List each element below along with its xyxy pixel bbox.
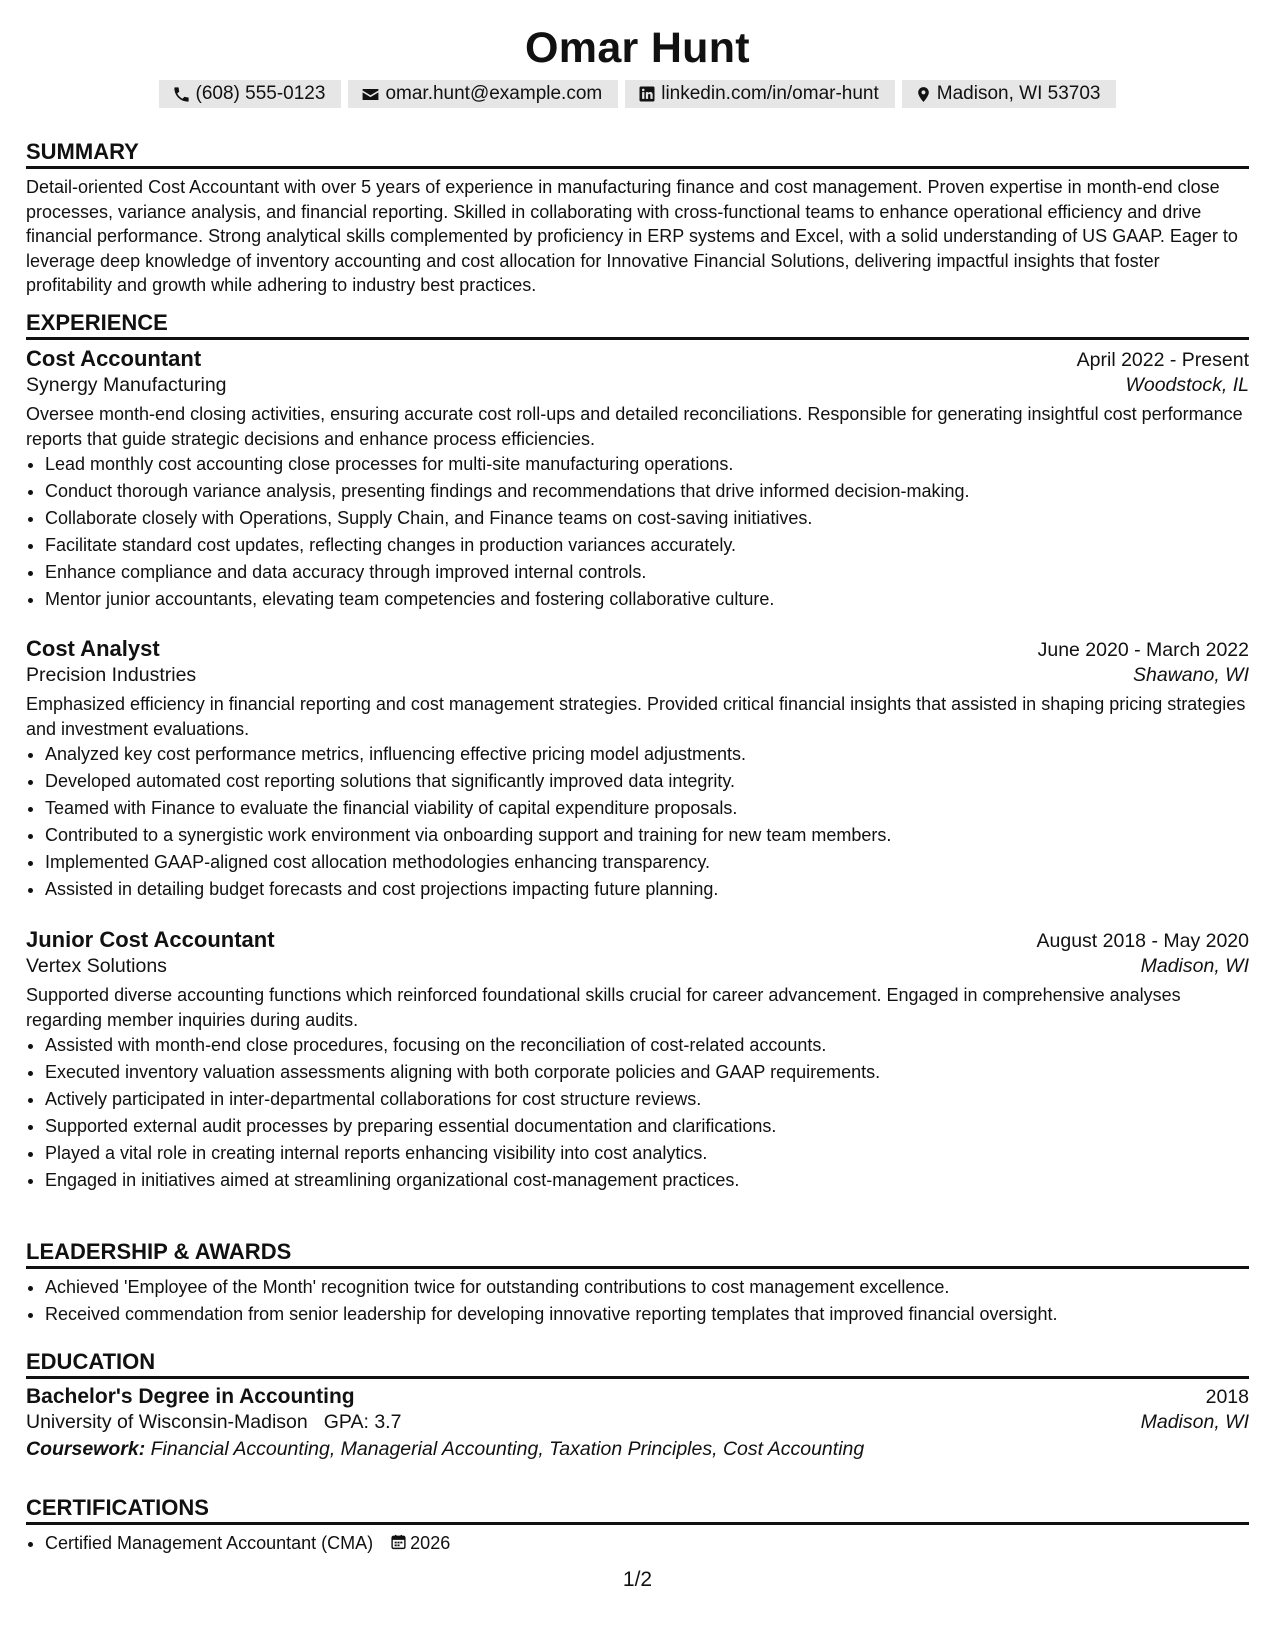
- job-location: Shawano, WI: [1133, 664, 1249, 686]
- certifications-heading: CERTIFICATIONS: [26, 1494, 1249, 1525]
- certifications-section: [26, 1494, 1249, 1557]
- job-title: Cost Accountant: [26, 346, 202, 371]
- leadership-bullets: [26, 1274, 1249, 1328]
- list-item: • Assisted with month-end close procedures, focusing on the reconciliation of cost-related accounts.: [45, 1032, 1249, 1059]
- list-item: • Contributed to a synergistic work environment via onboarding support and training for new team members.: [45, 822, 1249, 849]
- list-item: • Implemented GAAP-aligned cost allocation methodologies enhancing transparency.: [45, 849, 1249, 876]
- summary-text: Detail-oriented Cost Accountant with over 5 years of experience in manufacturing finance and cost management. Proven expertise in month-end close processes, variance analysis, and financial reporting. Skilled in collaborating with cross-functional teams to enhance operational efficiency and drive financial performance. Strong analytical skills complemented by proficiency in ERP systems and Excel, with a solid understanding of US GAAP. Eager to leverage deep knowledge of inventory accounting and cost allocation for Innovative Financial Solutions, delivering impactful insights that foster profitability and growth while adhering to industry best practices.: [26, 177, 1238, 295]
- leadership-section: [26, 1238, 1249, 1328]
- list-item: • Enhance compliance and data accuracy through improved internal controls.: [45, 559, 1249, 586]
- job-dates: June 2020 - March 2022: [1037, 639, 1249, 661]
- job-company: Synergy Manufacturing: [26, 374, 227, 396]
- contact-phone[interactable]: [159, 80, 342, 108]
- list-item: • Supported external audit processes by preparing essential documentation and clarifications.: [45, 1113, 1249, 1140]
- certification-year: 2026: [410, 1533, 451, 1553]
- contact-location: [902, 80, 1117, 108]
- list-item: [45, 1530, 1249, 1557]
- job-company: Vertex Solutions: [26, 955, 167, 977]
- job-dates: August 2018 - May 2020: [1036, 930, 1249, 952]
- job-bullets: [26, 1032, 1249, 1194]
- contact-linkedin[interactable]: [625, 80, 895, 108]
- certification-name: Certified Management Accountant (CMA): [45, 1533, 374, 1553]
- job-location: Madison, WI: [1140, 955, 1249, 977]
- job-title: Junior Cost Accountant: [26, 927, 275, 952]
- list-item: • Received commendation from senior leadership for developing innovative reporting templates that improved financial oversight.: [45, 1301, 1249, 1328]
- job-title: Cost Analyst: [26, 636, 160, 661]
- list-item: • Developed automated cost reporting solutions that significantly improved data integrity.: [45, 768, 1249, 795]
- school-location: Madison, WI: [1140, 1411, 1249, 1433]
- list-item: • Teamed with Finance to evaluate the financial viability of capital expenditure proposals.: [45, 795, 1249, 822]
- summary-section: [26, 138, 1249, 298]
- education-heading: EDUCATION: [26, 1348, 1249, 1379]
- job-location: Woodstock, IL: [1125, 374, 1249, 396]
- contact-linkedin-text: linkedin.com/in/omar-hunt: [661, 83, 879, 104]
- degree-title: Bachelor's Degree in Accounting: [26, 1385, 355, 1408]
- coursework-label: Coursework:: [26, 1438, 146, 1460]
- coursework-list: Financial Accounting, Managerial Accounting, Taxation Principles, Cost Accounting: [150, 1438, 865, 1460]
- summary-heading: SUMMARY: [26, 138, 1249, 169]
- calendar-icon: [390, 1533, 407, 1551]
- experience-section: [26, 309, 1249, 340]
- list-item: • Actively participated in inter-departmental collaborations for cost structure reviews.: [45, 1086, 1249, 1113]
- job-entry: [26, 346, 1249, 613]
- certifications-list: [26, 1530, 1249, 1557]
- contact-email-text: omar.hunt@example.com: [385, 83, 603, 104]
- job-entry: [26, 636, 1249, 903]
- list-item: • Assisted in detailing budget forecasts and cost projections impacting future planning.: [45, 876, 1249, 903]
- contact-email[interactable]: [348, 80, 618, 108]
- coursework: [26, 1438, 1249, 1461]
- job-description: Emphasized efficiency in financial reporting and cost management strategies. Provided critical financial insights that assisted in shaping pricing strategies and investment evaluations.: [26, 694, 1246, 739]
- school-name: University of Wisconsin-Madison: [26, 1411, 308, 1433]
- job-entry: [26, 927, 1249, 1194]
- list-item: • Engaged in initiatives aimed at streamlining organizational cost-management practices.: [45, 1167, 1249, 1194]
- list-item: • Conduct thorough variance analysis, presenting findings and recommendations that drive informed decision-making.: [45, 478, 1249, 505]
- list-item: • Facilitate standard cost updates, reflecting changes in production variances accurately.: [45, 532, 1249, 559]
- job-description: Supported diverse accounting functions which reinforced foundational skills crucial for career advancement. Engaged in comprehensive analyses regarding member inquiries during audits.: [26, 985, 1181, 1030]
- education-section: [26, 1348, 1249, 1461]
- leadership-heading: LEADERSHIP & AWARDS: [26, 1238, 1249, 1269]
- contact-bar: [26, 80, 1249, 108]
- envelope-icon: [361, 85, 380, 104]
- list-item: • Executed inventory valuation assessments aligning with both corporate policies and GAAP requirements.: [45, 1059, 1249, 1086]
- list-item: • Mentor junior accountants, elevating team competencies and fostering collaborative culture.: [45, 586, 1249, 613]
- contact-phone-text: (608) 555-0123: [195, 83, 326, 104]
- graduation-year: 2018: [1205, 1386, 1249, 1408]
- linkedin-icon: [638, 85, 656, 103]
- job-bullets: [26, 741, 1249, 903]
- phone-icon: [172, 85, 191, 104]
- list-item: • Collaborate closely with Operations, Supply Chain, and Finance teams on cost-saving initiatives.: [45, 505, 1249, 532]
- map-pin-icon: [915, 85, 932, 104]
- list-item: • Lead monthly cost accounting close processes for multi-site manufacturing operations.: [45, 451, 1249, 478]
- gpa: GPA: 3.7: [323, 1411, 402, 1433]
- list-item: • Achieved 'Employee of the Month' recognition twice for outstanding contributions to cost management excellence.: [45, 1274, 1249, 1301]
- list-item: • Played a vital role in creating internal reports enhancing visibility into cost analytics.: [45, 1140, 1249, 1167]
- list-item: • Analyzed key cost performance metrics, influencing effective pricing model adjustments.: [45, 741, 1249, 768]
- experience-heading: EXPERIENCE: [26, 309, 1249, 340]
- candidate-name: Omar Hunt: [525, 24, 750, 72]
- page-number: 1/2: [622, 1568, 653, 1591]
- job-bullets: [26, 451, 1249, 613]
- job-dates: April 2022 - Present: [1076, 349, 1249, 371]
- job-description: Oversee month-end closing activities, ensuring accurate cost roll-ups and detailed reconciliations. Responsible for generating insightful cost performance reports that guide strategic decisions and enhance process efficiencies.: [26, 404, 1243, 449]
- contact-location-text: Madison, WI 53703: [936, 83, 1101, 104]
- job-company: Precision Industries: [26, 664, 197, 686]
